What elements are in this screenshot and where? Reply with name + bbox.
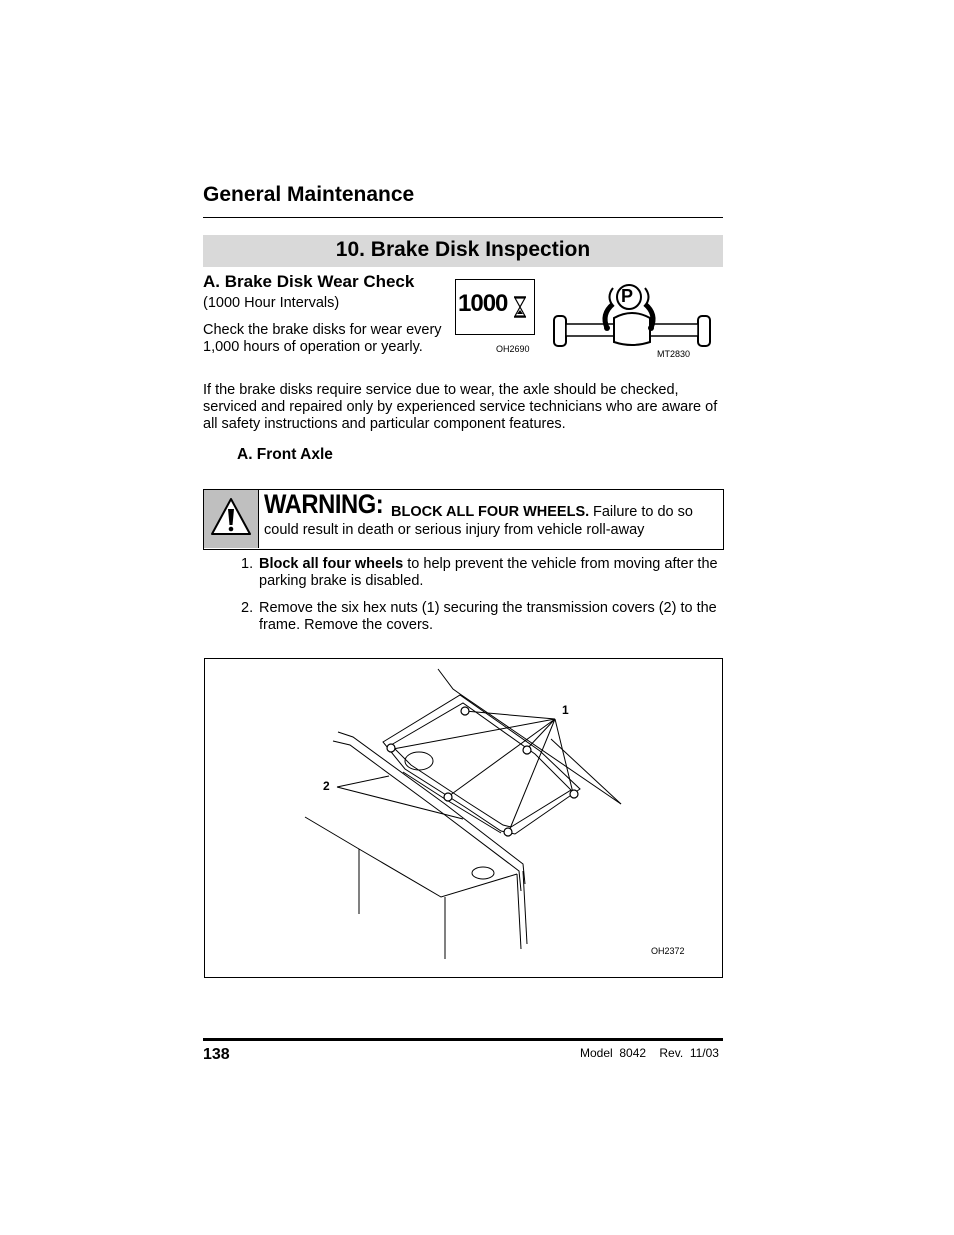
hourglass-icon	[512, 296, 528, 318]
warning-triangle-icon	[209, 496, 253, 538]
model-revision: Model 8042 Rev. 11/03	[580, 1046, 719, 1060]
callout-1: 1	[562, 703, 569, 717]
hour-icon-caption: OH2690	[496, 344, 530, 354]
hour-interval-value: 1000	[458, 290, 508, 317]
front-axle-heading: A. Front Axle	[237, 446, 333, 463]
chapter-title: 10. Brake Disk Inspection	[335, 238, 591, 261]
parking-letter: P	[621, 286, 634, 306]
step-2-text: Remove the six hex nuts (1) securing the transmission covers (2) to the frame. Remove the covers.	[259, 600, 717, 633]
interval-text: (1000 Hour Intervals)	[203, 295, 340, 311]
footer-rule	[203, 1038, 723, 1041]
header-rule	[203, 217, 723, 218]
service-paragraph: If the brake disks require service due to wear, the axle should be checked, serviced and repaired only by experienced service technicians who are aware of all safety instructions and particular component features.	[203, 382, 718, 432]
subsection-title: A. Brake Disk Wear Check	[203, 272, 415, 291]
section-title: General Maintenance	[203, 183, 415, 206]
warning-word: WARNING:	[264, 489, 384, 519]
step-1-text	[259, 556, 729, 590]
axle-icon-caption: MT2830	[657, 349, 691, 359]
page-number: 138	[203, 1046, 230, 1063]
callout-2: 2	[323, 779, 330, 793]
step-2-number: 2.	[241, 600, 254, 616]
step-1-bold: Block all four wheels	[259, 556, 404, 572]
warning-rest: Failure to do so	[593, 504, 693, 520]
warning-line2: could result in death or serious injury from vehicle roll-away	[264, 522, 645, 538]
figure-caption: OH2372	[651, 946, 685, 956]
warning-lead: BLOCK ALL FOUR WHEELS.	[391, 504, 590, 520]
step-1-number: 1.	[241, 556, 254, 572]
step-1-rest: to help prevent the vehicle from moving after the parking brake is disabled.	[259, 556, 718, 589]
wear-check-paragraph: Check the brake disks for wear every 1,000 hours of operation or yearly.	[203, 322, 442, 355]
transmission-cover-diagram	[205, 659, 721, 975]
